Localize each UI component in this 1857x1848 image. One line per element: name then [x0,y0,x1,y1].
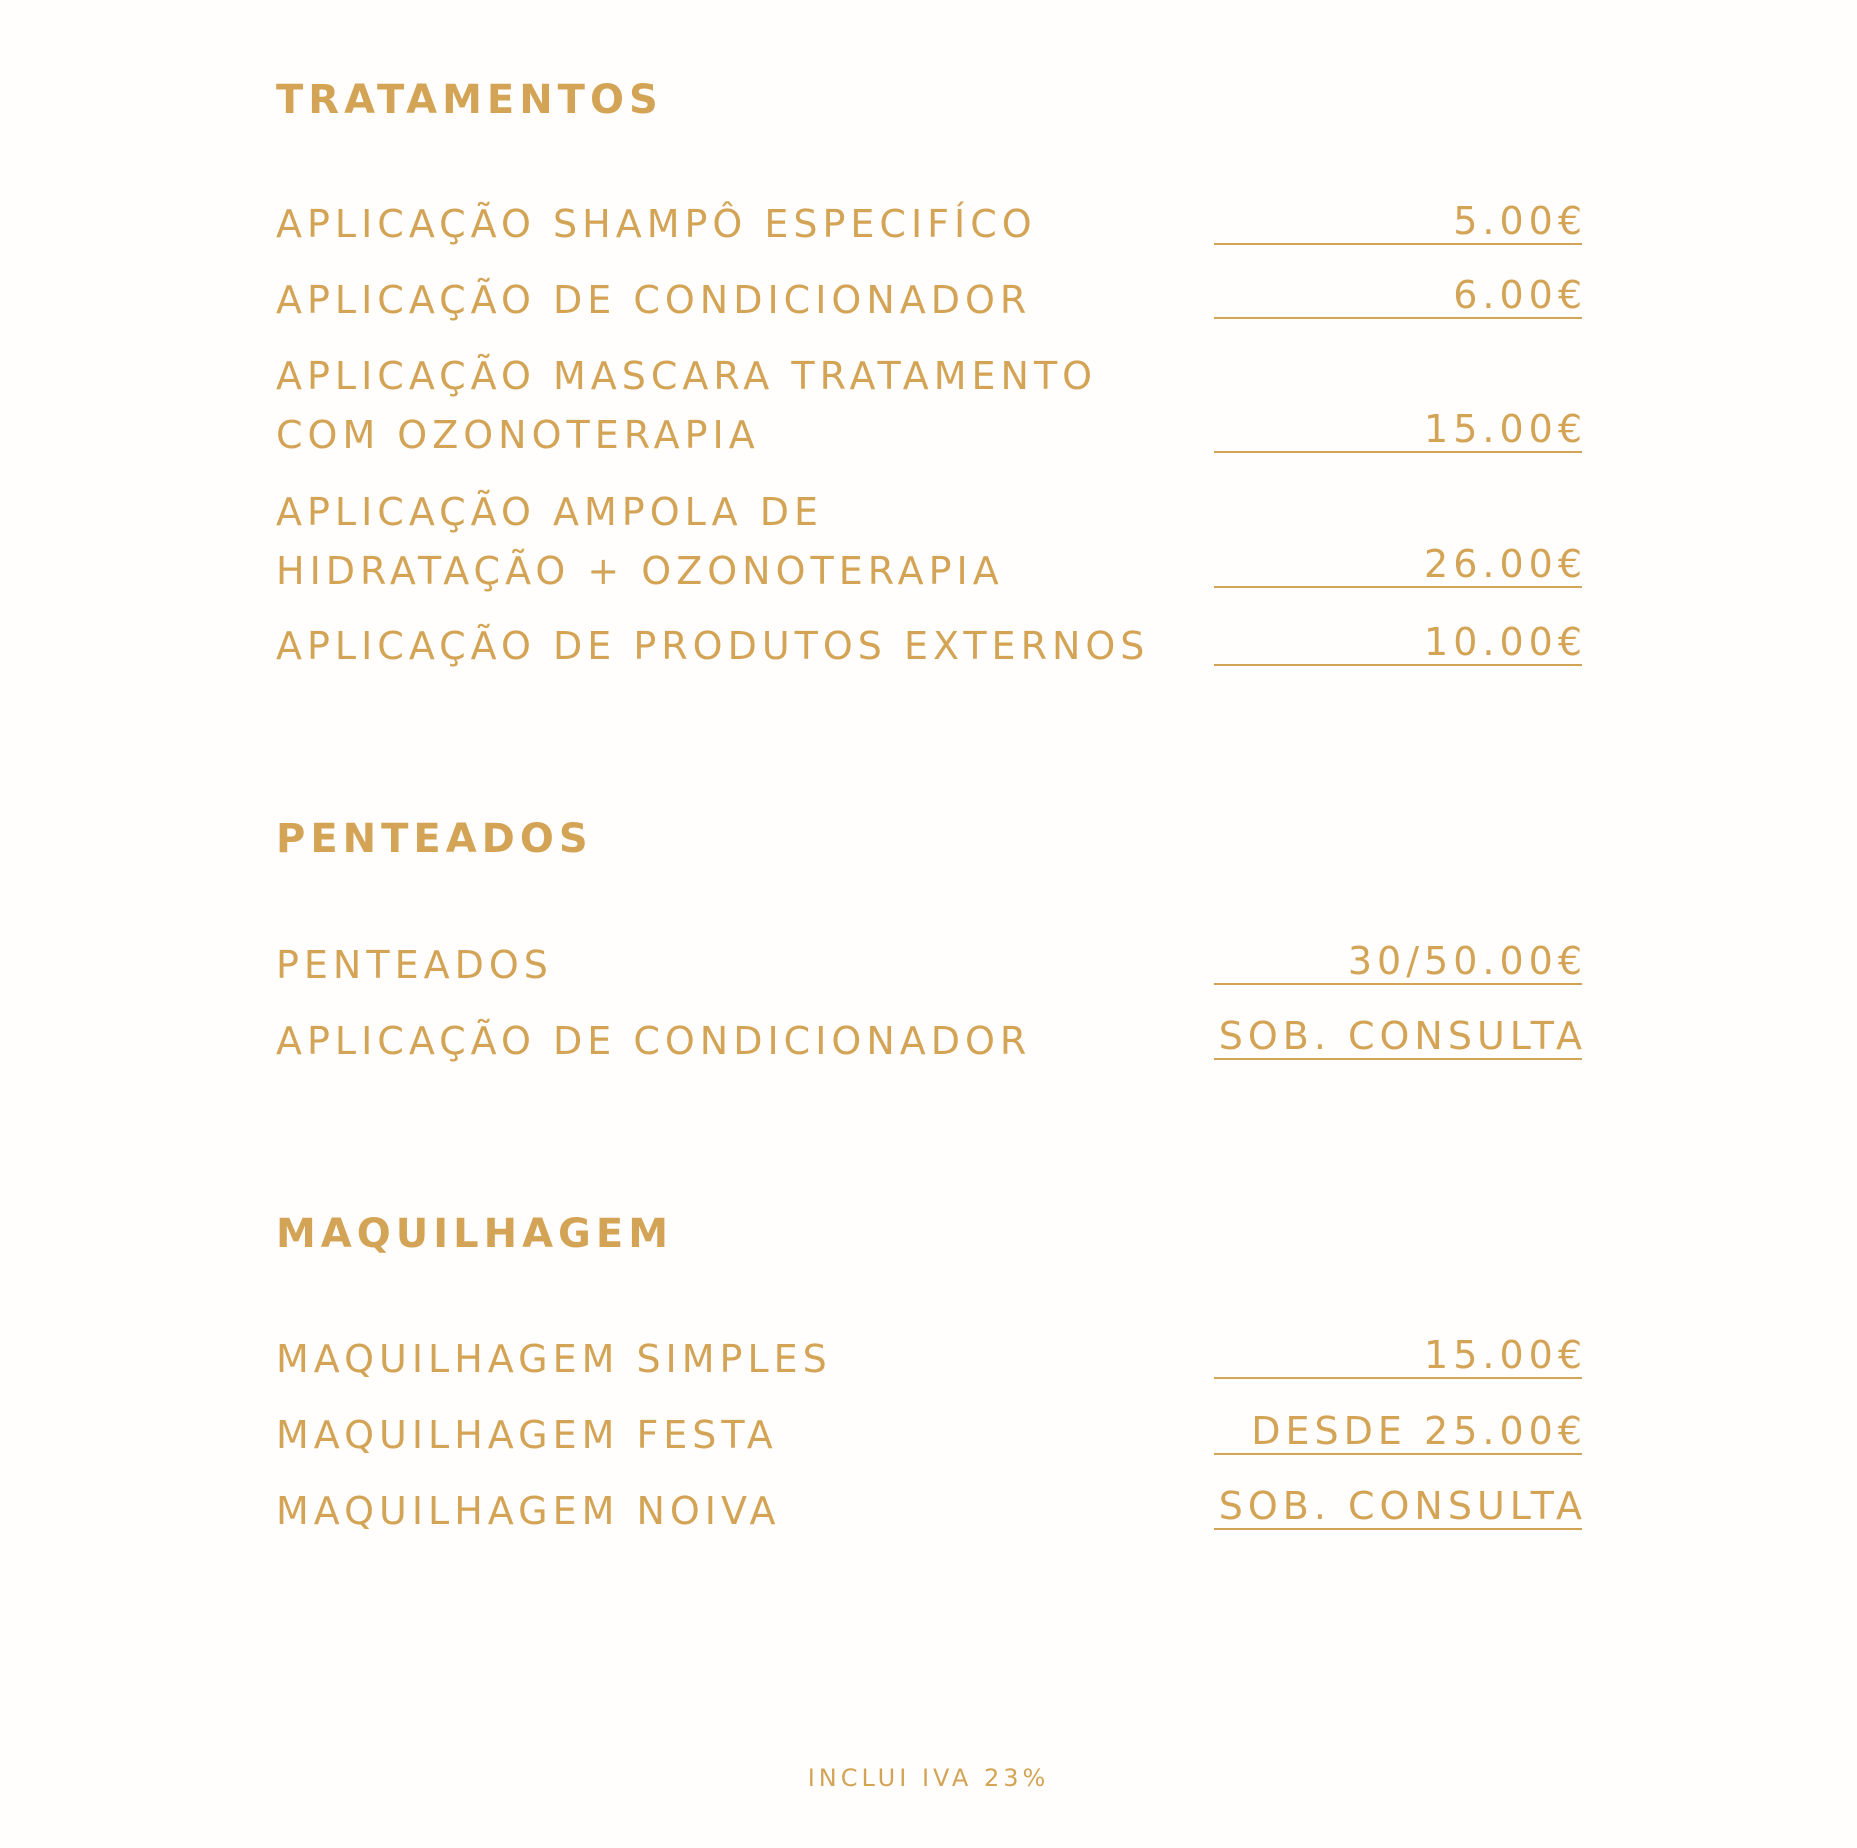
item-label: APLICAÇÃO DE CONDICIONADOR [276,278,1032,322]
item-label: PENTEADOS [276,943,553,987]
item-price: 5.00€ [1453,199,1587,243]
item-label: APLICAÇÃO MASCARA TRATAMENTO COM OZONOTERAPIA [276,354,1098,457]
section-title-penteados: PENTEADOS [276,816,593,862]
item-price: 15.00€ [1424,1333,1587,1377]
item-label: APLICAÇÃO SHAMPÔ ESPECIFÍCO [276,202,1037,246]
item-label: MAQUILHAGEM SIMPLES [276,1337,832,1381]
price-line [1214,273,1587,319]
price-line [1214,620,1587,666]
item-price: 10.00€ [1424,620,1587,664]
section-title-tratamentos: TRATAMENTOS [276,77,663,123]
item-price: 30/50.00€ [1347,939,1587,983]
item-label: APLICAÇÃO AMPOLA DE HIDRATAÇÃO + OZONOTERAPIA [276,490,1004,593]
price-line [1214,1014,1587,1060]
item-price: SOB. CONSULTA [1218,1014,1587,1058]
item-price: SOB. CONSULTA [1218,1484,1587,1528]
item-price: DESDE 25.00€ [1251,1409,1587,1453]
price-line [1214,407,1587,453]
price-line [1214,1333,1587,1379]
item-label: MAQUILHAGEM NOIVA [276,1489,781,1533]
item-label: APLICAÇÃO DE CONDICIONADOR [276,1019,1032,1063]
price-line [1214,939,1587,985]
price-line [1214,199,1587,245]
item-price: 6.00€ [1453,273,1587,317]
item-label: APLICAÇÃO DE PRODUTOS EXTERNOS [276,624,1150,668]
item-label: MAQUILHAGEM FESTA [276,1413,778,1457]
tax-note: INCLUI IVA 23% [807,1764,1050,1792]
price-line [1214,1484,1587,1530]
price-line [1214,1409,1587,1455]
item-price: 15.00€ [1424,407,1587,451]
section-title-maquilhagem: MAQUILHAGEM [276,1211,674,1257]
item-price: 26.00€ [1424,542,1587,586]
price-line [1214,542,1587,588]
